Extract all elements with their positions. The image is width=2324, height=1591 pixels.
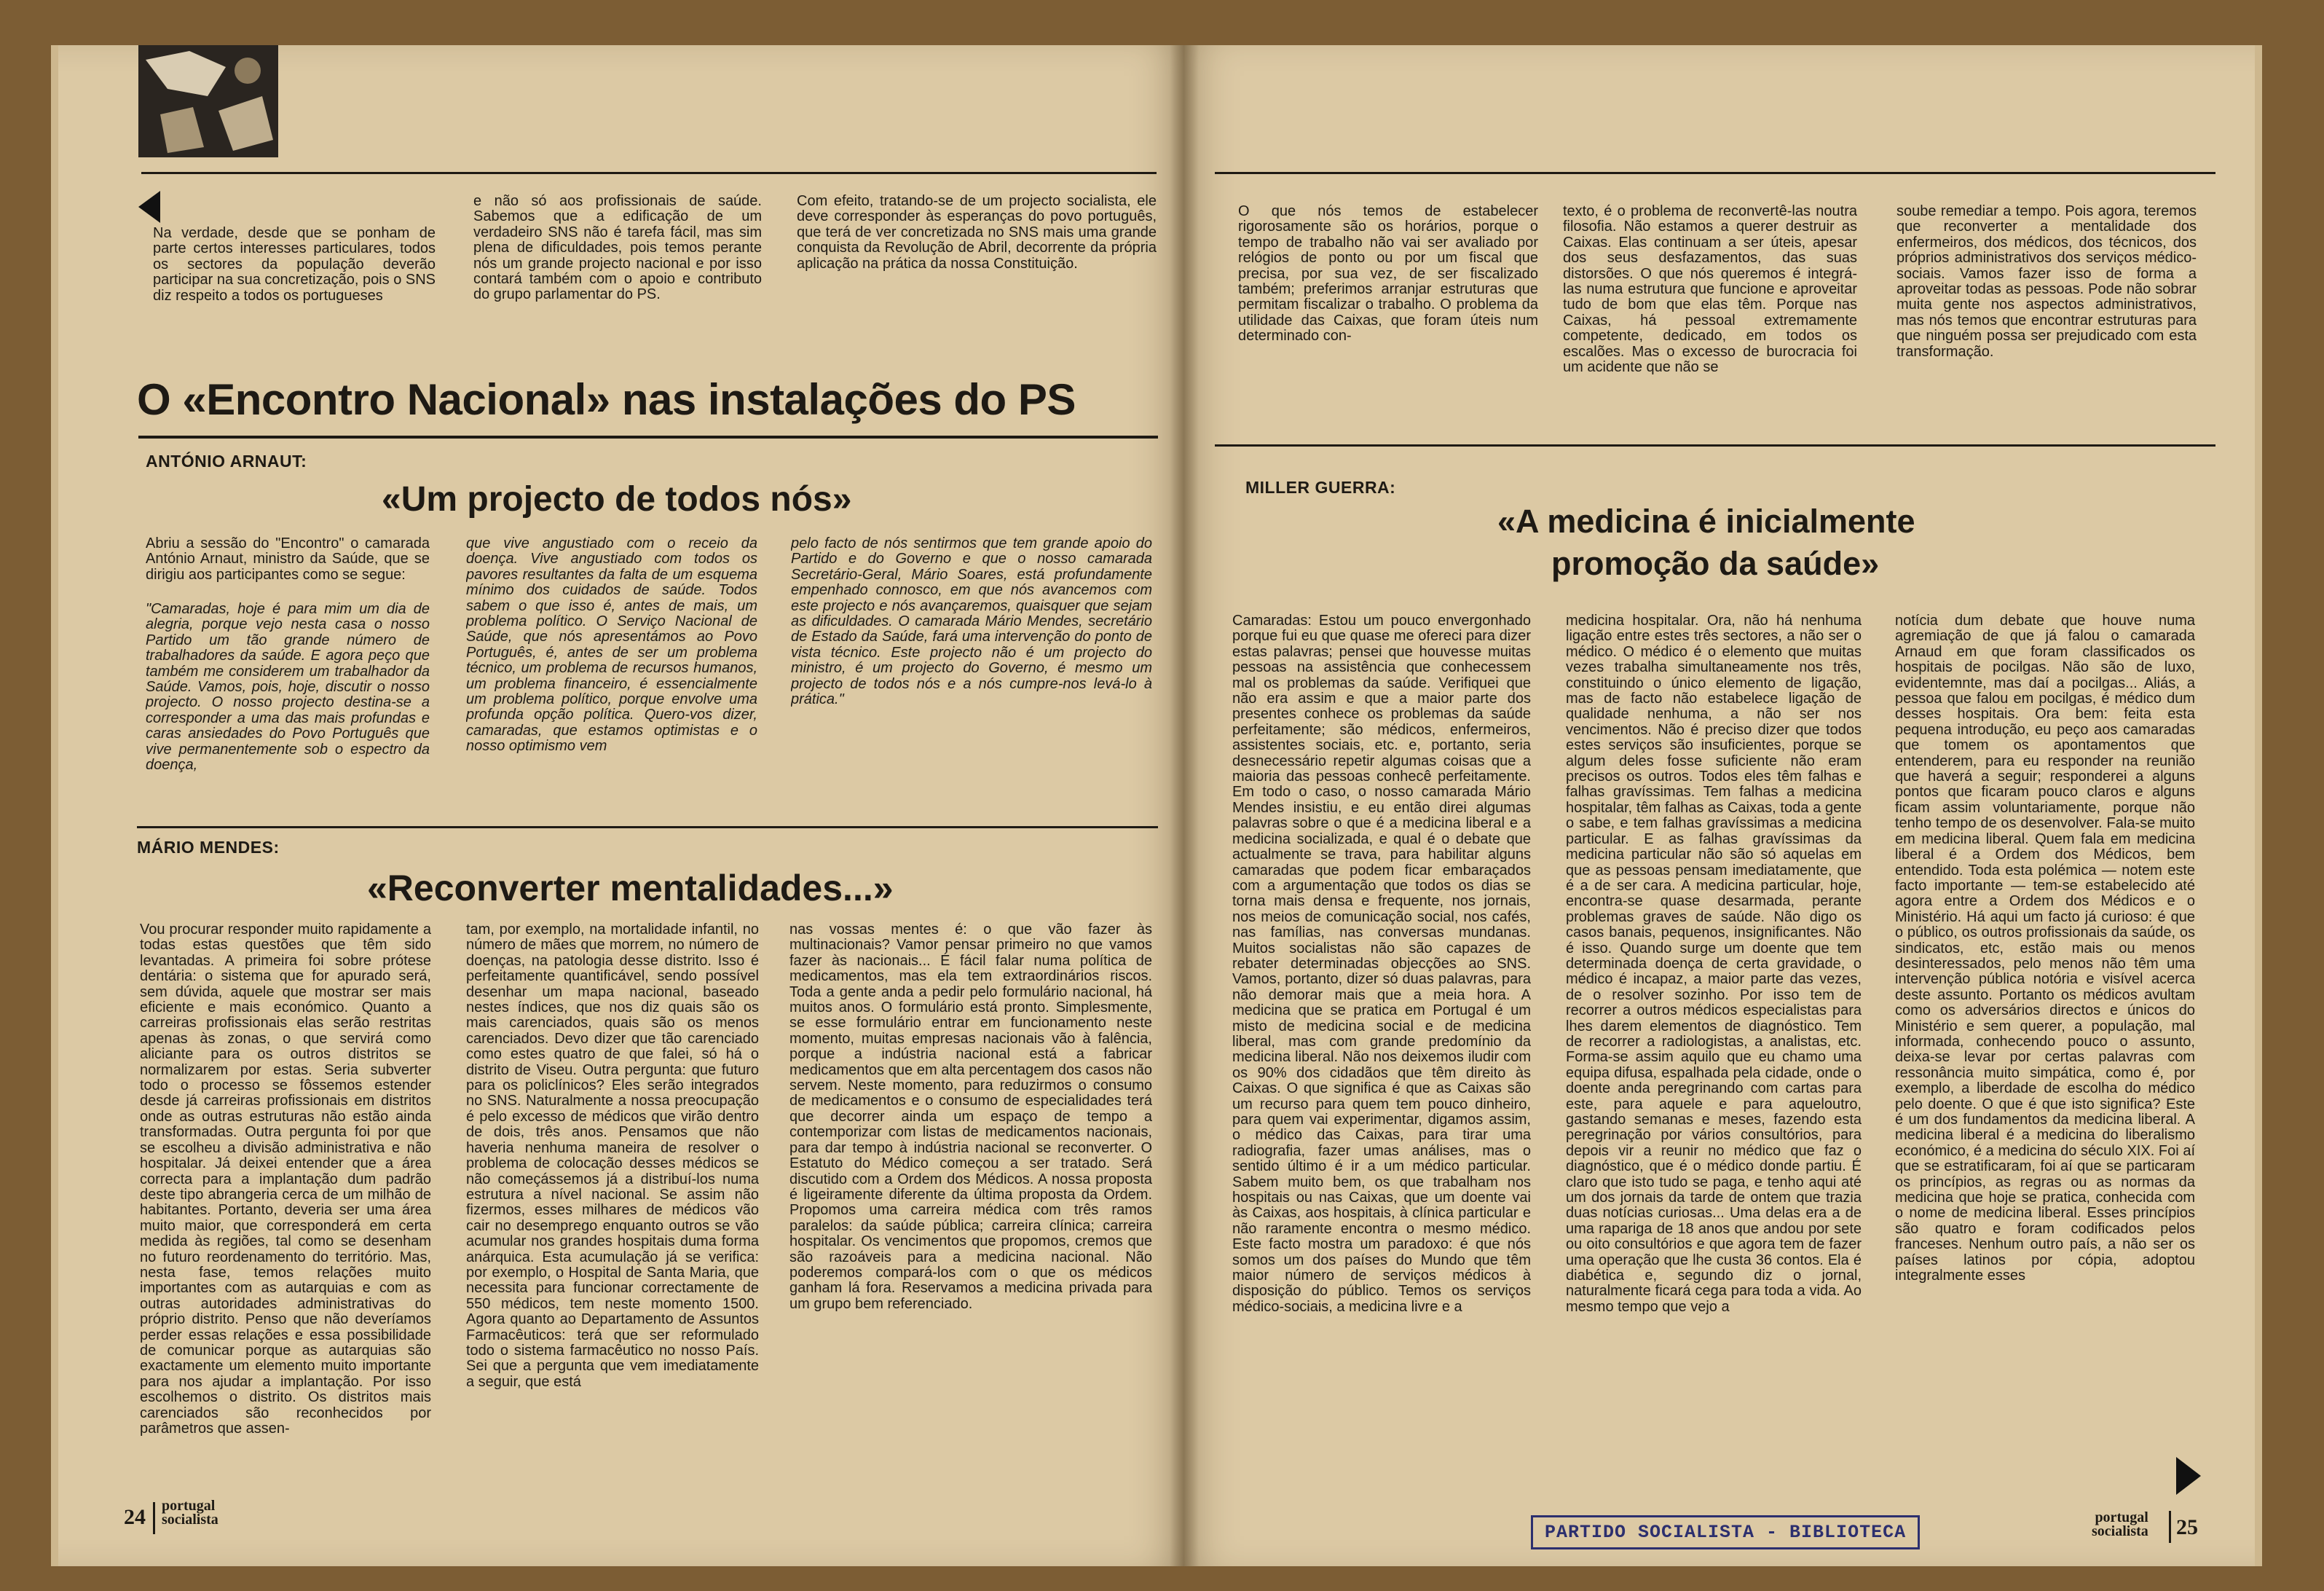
main-headline: O «Encontro Nacional» nas instalações do PS [137, 375, 1076, 424]
page-number-right: 25 [2176, 1515, 2198, 1539]
arnaut-col-1-intro: Abriu a sessão do "Encontro" o camarada António Arnaut, ministro da Saúde, que se dirigiu aos participantes como se segue: [146, 536, 430, 583]
masthead-right [2092, 1511, 2148, 1539]
intro-col-2: e não só aos profissionais de saúde. Sabemos que a edificação de um verdadeiro SNS não é tarefa fácil, mas sim plena de dificuldades, pois temos perante nós um grande projecto nacional e por isso contará também com o apoio e contributo do grupo parlamentar do PS. [473, 194, 762, 303]
masthead-line2: socialista [2092, 1523, 2148, 1539]
intro-col-2: texto, é o problema de reconvertê-las noutra filosofia. Não estamos a querer destruir as Caixas. Elas continuam a ser úteis, apesar dos seus desfazamentos, das suas distorsões. O que nós queremos é integrá-las numa estrutura que funcione e aproveitar tudo de bom que elas têm. Porque nas Caixas, há pessoal extremamente competente, dedicado, em todos os escalões. Mas o excesso de burocracia foi um acidente que não se [1563, 204, 1857, 376]
intro-col-1: Na verdade, desde que se ponham de parte certos interesses particulares, todos os sectores da população deverão participar na sua concretização, pois o SNS diz respeito a todos os portugueses [153, 226, 436, 304]
mendes-col-2: tam, por exemplo, na mortalidade infantil, no número de mães que morrem, no número de doenças, na patologia desse distrito. Isso é perfeitamente quantificável, sendo possível desenhar um mapa nacional, baseado nestes índices, que nos diz quais são os mais carenciados, quais são os menos carenciados. Devo dizer que tão carenciado como estes quatro de que falei, só há o distrito de Viseu. Outra pergunta: que futuro para os policlínicos? Eles serão integrados no SNS. Naturalmente a nossa preocupação é pelo excesso de médicos que virão dentro de dois, três anos. Pensamos que não haveria nenhuma maneira de resolver o problema de colocação desses médicos se não começássemos já a distribuí-los numa estrutura a nível nacional. Se assim não fizermos, esses milhares de médicos vão cair no desemprego enquanto outros se vão acumular nos grandes hospitais duma forma anárquica. Esta acumulação já se verifica: por exemplo, o Hospital de Santa Maria, que necessita para funcionar correctamente de 550 médicos, tem neste momento 1500. Agora quanto ao Departamento de Assuntos Farmacêuticos: terá que ser reformulado todo o sistema farmacêutico no nosso País. Sei que a pergunta que vem imediatamente a seguir, que está [466, 922, 759, 1390]
masthead-line2: socialista [162, 1512, 218, 1528]
headline-guerra-line1: «A medicina é inicialmente [1497, 503, 1915, 540]
section-rule [1215, 444, 2215, 447]
guerra-col-3: notícia dum debate que houve numa agremiação de que já falou o camarada Arnaud em que foram classificados os hospitais de pocilgas. Não são de luxo, evidentemnte, mas daí a pocilgas... Aliás, a pessoa que falou em pocilgas, é médico dum desses hospitais. Ora bem: feita esta pequena introdução, eu peço aos camaradas que tomem os apontamentos que entenderem, para eu responder na reunião que haverá a seguir; responderei a alguns pontos que ficaram pouco claros e alguns ficam assim voluntariamente, porque não tenho tempo de os desenvolver. Fala-se muito em medicina liberal. Quem fala em medicina liberal é a Ordem dos Médicos, bem entendido. Toda esta polémica — notem este facto importante — tem-se estabelecido até agora entre a Ordem dos Médicos e o Ministério. Há aqui um facto já curioso: é que o público, os outros profissionais da saúde, os sindicatos, etc, estão mais ou menos desinteressados, pelo menos não têm uma intervenção pública notória e visível acerca deste assunto. Portanto os médicos avultam como os adversários directos e únicos do Ministério e sem querer, a população, mal informada, conhecendo pouco o assunto, deixa-se levar por certas palavras com ressonância muito simpática, como é, por exemplo, a liberdade de escolha do médico pelo doente. O que é que isto significa? Este é um dos fundamentos da medicina liberal. A medicina liberal é a medicina do liberalismo económico, é a medicina do século XIX. Foi aí que se estratificaram, foi aí que se particaram os princípios, as regras ou as normas da medicina que hoje se pratica, conhecida com o nome de medicina liberal. Esses princípios são quatro e foram codificados pelos franceses. Nenhum outro país, a não ser os países latinos por cópia, adoptou integralmente esses [1895, 613, 2195, 1284]
intro-col-1: O que nós temos de estabelecer rigorosamente são os horários, porque o tempo de trabalho não vai ser avaliado por relógios de ponto ou por um fiscal que precisa, por sua vez, de ser fiscalizado também; preferimos arranjar estruturas que permitam fiscalizar o trabalho. O problema da utilidade das Caixas, que foram úteis num determinado con- [1238, 204, 1538, 345]
folio-divider [153, 1502, 155, 1534]
guerra-col-2: medicina hospitalar. Ora, não há nenhuma ligação entre estes três sectores, a não ser o médico. O médico é o elemento que muitas vezes trabalha simultaneamente nos três, constituindo o único elemento de ligação, mas de facto não estabelece ligação de qualidade nenhuma, a não ser nos vencimentos. Não é preciso dizer que todos estes serviços são insuficientes, porque se algum deles fosse suficiente não eram precisos os outros. Todos eles têm falhas e falhas gravíssimas. Tem falhas a medicina hospitalar, têm falhas as Caixas, toda a gente o sabe, e tem falhas gravíssimas a medicina particular. E as falhas gravíssimas da medicina particular não são só aquelas em que as pessoas pensam imediatamente, que é a de ser cara. A medicina particular, hoje, encontra-se quase desarmada, perante problemas graves de saúde. Não digo os casos banais, pequenos, insignificantes. Não é isso. Quando surge um doente que tem determinada doença de certa gravidade, o médico é incapaz, a maior parte das vezes, de o resolver sozinho. Por isso tem de recorrer a outros médicos especialistas para lhes darem elementos de diagnóstico. Tem de recorrer a radiologistas, a analistas, etc. Forma-se assim aquilo que eu chamo uma equipa difusa, espalhada pela cidade, onde o doente anda peregrinando com cartas para este, para aquele e para aqueloutro, gastando semanas e meses, fazendo esta peregrinação por vários consultórios, para depois vir a reunir no médico que faz o diagnóstico, que é o médico donde partiu. É claro que isto tudo se paga, e tenho aqui até um dos jornais da tarde de ontem que trazia duas notícias curiosas... Uma delas era a de uma rapariga de 18 anos que andou por sete ou oito consultórios e que agora tem de fazer uma operação que lhe custa 36 contos. Ela é diabética e, segundo diz o jornal, naturalmente ficará cega para toda a vida. Ao mesmo tempo que vejo a [1566, 613, 1862, 1315]
intro-col-3: Com efeito, tratando-se de um projecto socialista, ele deve corresponder às esperanças do povo português, que terá de ver concretizada no SNS mais uma grande conquista da Revolução de Abril, decorrente da própria aplicação na prática da nossa Constituição. [797, 194, 1157, 272]
page-edge [51, 45, 58, 1566]
section-rule [137, 826, 1158, 828]
arnaut-col-3: pelo facto de nós sentirmos que tem grande apoio do Partido e do Governo e que o nosso camarada Secretário-Geral, Mário Soares, está profundamente empenhado connosco, em que nós avancemos com este projecto e nós avançaremos, quaisquer que sejam as dificuldades. O camarada Mário Mendes, secretário de Estado da Saúde, fará uma intervenção do ponto de vista técnico. Este projecto não é um projecto do ministro, é um projecto do Governo, é mesmo um projecto de todos nós e a nós cumpre-nos levá-lo à prática." [791, 536, 1152, 708]
gutter [1170, 45, 1199, 1566]
masthead-left [162, 1499, 218, 1527]
headline-arnaut: «Um projecto de todos nós» [382, 480, 852, 519]
photo-thumbnail [138, 45, 278, 157]
right-page [1184, 45, 2262, 1566]
arnaut-col-1-quote: "Camaradas, hoje é para mim um dia de alegria, porque vejo nesta casa o nosso Partido um tão grande número de trabalhadores da saúde. E agora peço que também me considerem um trabalhador da Saúde. Vamos, pois, hoje, discutir o nosso projecto. O nosso projecto destina-se a corresponder a uma das mais profundas e caras ansiedades do Povo Português que vive permanentemente sob o espectro da doença, [146, 602, 430, 774]
page-number-left: 24 [124, 1505, 146, 1529]
guerra-col-1: Camaradas: Estou um pouco envergonhado porque fui eu que quase me ofereci para dizer estas palavras; pensei que houvesse muitas pessoas na assistência que conhecessem mal os problemas da saúde. Verifiquei que não era assim e que a maior parte dos presentes conhece os problemas da saúde perfeitamente; são médicos, enfermeiros, assistentes sociais, etc. e, portanto, seria desnecessário repetir algumas coisas que a maioria das pessoas conhecê perfeitamente. Em todo o caso, o nosso camarada Mário Mendes insistiu, e eu então direi algumas palavras sobre o que é a medicina liberal e a medicina socializada, e qual é o debate que actualmente se trava, para habilitar alguns camaradas que podem ficar embaraçados com a argumentação que todos os dias se torna mais densa e frequente, nos jornais, nos meios de comunicação social, nos cafés, nas famílias, nas conversas mundanas. Muitos socialistas não são capazes de rebater determinadas objecções ao SNS. Vamos, portanto, dizer só duas palavras, para não demorar mais que a meia hora. A medicina que se pratica em Portugal é um misto de medicina social e de medicina liberal, mas com grande predomínio da medicina liberal. Não nos deixemos iludir com os 90% dos cidadãos que têm direito às Caixas. O que significa é que as Caixas são um recurso para quem tem pouco dinheiro, para quem vai experimentar, digamos assim, o médico das Caixas, para tirar uma radiografia, fazer umas análises, mas o sentido último é ir a um médico particular. Sabem muito bem, os que trabalham nos hospitais ou nas Caixas, que um doente vai às Caixas, aos hospitais, à clínica particular e não raramente encontra o mesmo médico. Este facto mostra um paradoxo: é que nós somos um dos países do Mundo que têm maior número de serviços médicos à disposição do público. Temos os serviços médico-sociais, a medicina livre e a [1232, 613, 1531, 1315]
mendes-col-3: nas vossas mentes é: o que vão fazer às multinacionais? Vamor pensar primeiro no que vamos fazer às nacionais... É fácil falar numa política de medicamentos, mas ela tem extraordinários riscos. Toda a gente anda a pedir pelo formulário nacional, há muitos anos. O formulário está pronto. Simplesmente, se esse formulário entrar em funcionamento neste momento, muitas empresas nacionais vão à falência, porque a indústria nacional está a fabricar medicamentos que em alta percentagem dos casos não servem. Neste momento, para reduzirmos o consumo de medicamentos e o consumo de especialidades terá que decorrer ainda um espaço de tempo a contemporizar com listas de medicamentos nacionais, para dar tempo à indústria nacional se reconverter. O Estatuto do Médico começou a ser tratado. Será discutido com a Ordem dos Médicos. A nossa proposta é ligeiramente diferente da última proposta da Ordem. Propomos uma carreira médica com três ramos paralelos: da saúde pública; carreira clínica; carreira hospitalar. Os vencimentos que propomos, cremos que são razoáveis para a medicina nacional. Não poderemos compará-los com o que os médicos ganham lá fora. Reservamos a medicina privada para um grupo bem referenciado. [789, 922, 1152, 1312]
folio-divider [2169, 1511, 2171, 1543]
masthead-line1: portugal [162, 1498, 216, 1514]
continue-arrow-right-icon [2176, 1457, 2201, 1495]
headline-guerra-line2: promoção da saúde» [1551, 545, 1880, 582]
arnaut-col-2: que vive angustiado com o receio da doença. Vive angustiado com todos os pavores resultantes da falta de um esquema mínimo dos cuidados de saúde. Todos sabem o que isso é, antes de mais, um problema político. O Serviço Nacional de Saúde, que nós apresentámos ao Povo Português, é, antes de ser um problema técnico, um problema de recursos humanos, um problema financeiro, é essencialmente um problema político, porque envolve uma profunda opção política. Quero-vos dizer, camaradas, que estamos optimistas e o nosso optimismo vem [466, 536, 757, 755]
top-rule [141, 172, 1157, 174]
page-edge [2255, 45, 2262, 1566]
library-stamp: PARTIDO SOCIALISTA - BIBLIOTECA [1531, 1515, 1920, 1549]
kicker-arnaut: ANTÓNIO ARNAUT: [146, 452, 307, 471]
intro-col-3: soube remediar a tempo. Pois agora, teremos que reconverter a mentalidade dos enfermeiros, dos médicos, dos técnicos, dos próprios administrativos dos serviços médico-sociais. Vamos fazer isso de forma a aproveitar todas as pessoas. Pode não sobrar muita gente nos aspectos administrativos, mas nós temos que encontrar estruturas para que ninguém possa ser prejudicado com esta transformação. [1896, 204, 2197, 360]
masthead-line1: portugal [2095, 1509, 2148, 1525]
kicker-guerra: MILLER GUERRA: [1245, 478, 1396, 497]
kicker-mendes: MÁRIO MENDES: [137, 838, 280, 857]
continue-arrow-left-icon [138, 191, 160, 223]
mendes-col-1: Vou procurar responder muito rapidamente a todas estas questões que têm sido levantadas. A primeira foi sobre prótese dentária: o sistema que for apurado será, sem dúvida, aquele que mostrar ser mais eficiente e mais económico. Quanto a carreiras profissionais elas serão restritas apenas às zonas, o que servirá como aliciante para os outros distritos se normalizarem por estas. Seria subverter todo o processo se fôssemos estender desde já carreiras profissionais em distritos onde as outras estruturas não estão ainda transformadas. Outra pergunta foi por que se escolheu a divisão administrativa e não hospitalar. Já deixei entender que a área correcta para a implantação dum padrão deste tipo abrangeria cerca de um milhão de habitantes. Portanto, deveria ser uma área muito maior, que corresponderá em certa medida às regiões, tal como se desenham no futuro reordenamento do território. Mas, nesta fase, temos relações muito importantes com as autarquias e com as outras autoridades administrativas do próprio distrito. Penso que não deveríamos perder essas relações e essa possibilidade de comunicar porque as autarquias são exactamente um elemento muito importante para nos ajudar a implantação. Por isso escolhemos o distrito. Os distritos mais carenciados são reconhecidos por parâmetros que assen- [140, 922, 431, 1437]
top-rule [1215, 172, 2215, 174]
headline-mendes: «Reconverter mentalidades...» [367, 868, 894, 908]
headline-rule [138, 436, 1158, 439]
left-page [51, 45, 1184, 1566]
